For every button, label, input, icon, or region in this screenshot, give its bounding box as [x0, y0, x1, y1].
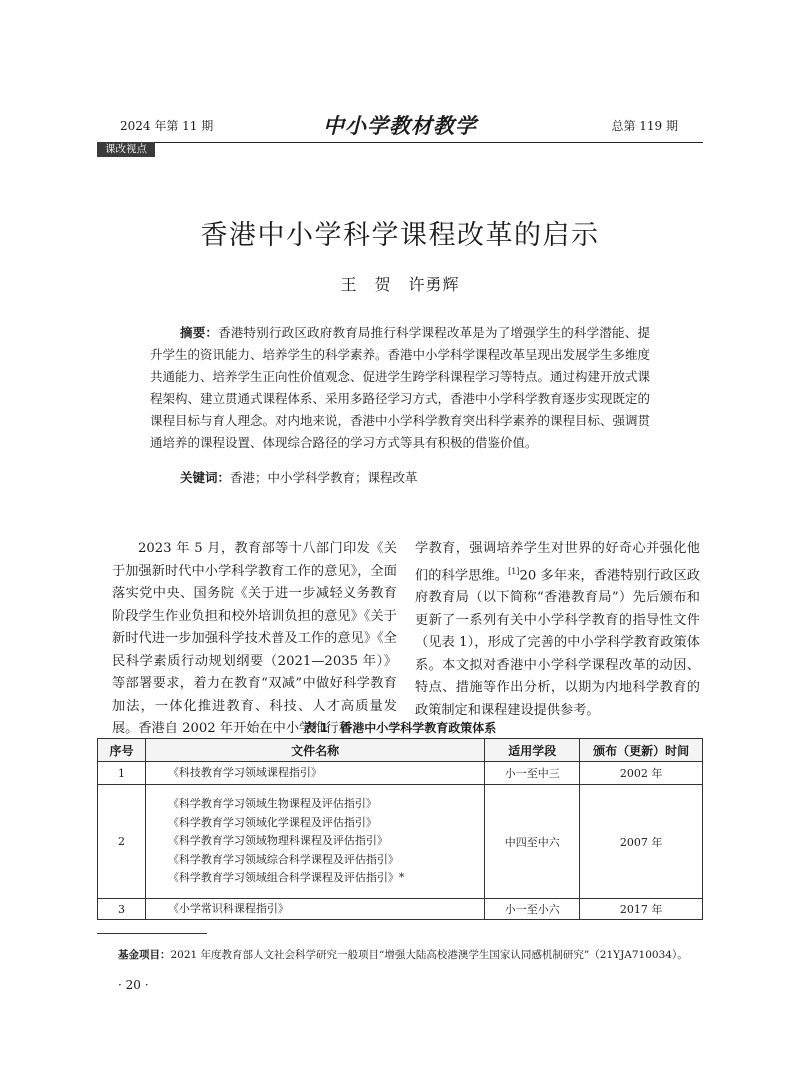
body-column-left — [112, 538, 397, 741]
section-tag: 课改视点 — [97, 142, 155, 157]
table-row — [98, 785, 703, 899]
body-column-right — [415, 538, 700, 722]
table-row — [98, 899, 703, 920]
keywords — [180, 468, 418, 486]
document-name: 《科学教育学习领域综合科学课程及评估指引》 — [167, 852, 399, 866]
reference-marker[interactable]: [1] — [508, 566, 520, 576]
abstract — [150, 322, 650, 454]
document-name: 《科技教育学习领域课程指引》 — [167, 765, 322, 779]
body-text: 20 多年来，香港特别行政区政府教育局（以下简称“香港教育局”）先后颁布和更新了一系列有关中小学科学教育的指导性文件（见表 1），形成了完善的中小学科学教育政策体系。本文拟对香港中小学科学课程改革的动因、特点、措施等作出分析，以期为内地科学教育的政策制定和课程建设提供参考。 — [415, 567, 700, 718]
document-name: 《科学教育学习领域生物课程及评估指引》 — [167, 797, 377, 811]
row-year: 2002 年 — [580, 762, 703, 785]
policy-table — [97, 738, 703, 920]
article-authors: 王 贺 许勇辉 — [340, 275, 460, 294]
journal-logo: 中小学教材教学 — [323, 114, 477, 138]
row-number: 3 — [98, 899, 146, 920]
issue-number: 2024 年第 11 期 — [120, 119, 214, 133]
footnote-rule — [97, 933, 207, 934]
abstract-label: 摘要： — [180, 325, 219, 340]
row-documents — [145, 762, 484, 785]
keywords-text: 香港；中小学科学教育；课程改革 — [230, 470, 418, 485]
article-title: 香港中小学科学课程改革的启示 — [200, 220, 600, 251]
header-rule — [97, 142, 703, 143]
document-name: 《科学教育学习领域化学课程及评估指引》 — [167, 815, 377, 829]
body-paragraph-continued — [415, 538, 700, 722]
row-stage: 中四至中六 — [485, 785, 580, 899]
row-documents — [145, 785, 484, 899]
keywords-label: 关键词： — [180, 470, 231, 485]
row-stage: 小一至小六 — [485, 899, 580, 920]
table-row — [98, 762, 703, 785]
funding-text: 2021 年度教育部人文社会科学研究一般项目“增强大陆高校港澳学生国家认同感机制研究”（21YJA710034）。 — [170, 949, 688, 961]
table-header-row — [98, 739, 703, 762]
document-name: 《科学教育学习领域物理科课程及评估指引》 — [167, 834, 388, 848]
funding-note — [118, 947, 688, 962]
row-stage: 小一至中三 — [485, 762, 580, 785]
col-header-stage: 适用学段 — [485, 739, 580, 762]
document-name: 《小学常识科课程指引》 — [167, 901, 289, 915]
funding-label: 基金项目： — [118, 949, 171, 961]
row-number: 2 — [98, 785, 146, 899]
page-number: · 20 · — [118, 978, 149, 992]
row-documents — [145, 899, 484, 920]
col-header-no: 序号 — [98, 739, 146, 762]
col-header-year: 颁布（更新）时间 — [580, 739, 703, 762]
body-paragraph: 2023 年 5 月，教育部等十八部门印发《关于加强新时代中小学科学教育工作的意见》，全面落实党中央、国务院《关于进一步减轻义务教育阶段学生作业负担和校外培训负担的意见》《关于新时代进一步加强科学技术普及工作的意见》《全民科学素质行动规划纲要（2021—2035 年）》等部署要求，着力在教育“双减”中做好科学教育加法，一体化推进教育、科技、人才高质量发展。香港自 2002 年开始在中小学推行科 — [112, 541, 397, 736]
total-issue-number: 总第 119 期 — [611, 119, 678, 133]
body-text: 学教育，强调培养学生对世界的好奇心并强化他们的科学思维。 — [415, 541, 700, 583]
row-year: 2017 年 — [580, 899, 703, 920]
row-number: 1 — [98, 762, 146, 785]
document-name: 《科学教育学习领域组合科学课程及评估指引》* — [167, 871, 405, 885]
col-header-doc: 文件名称 — [145, 739, 484, 762]
table-caption: 表 1 香港中小学科学教育政策体系 — [303, 721, 497, 735]
row-year: 2007 年 — [580, 785, 703, 899]
abstract-text: 香港特别行政区政府教育局推行科学课程改革是为了增强学生的科学潜能、提升学生的资讯能力、培养学生的科学素养。香港中小学科学课程改革呈现出发展学生多维度共通能力、培养学生正向性价值观念、促进学生跨学科课程学习等特点。通过构建开放式课程架构、建立贯通式课程体系、采用多路径学习方式，香港中小学科学教育逐步实现既定的课程目标与育人理念。对内地来说，香港中小学科学教育突出科学素养的课程目标、强调贯通培养的课程设置、体现综合路径的学习方式等具有积极的借鉴价值。 — [150, 325, 651, 450]
